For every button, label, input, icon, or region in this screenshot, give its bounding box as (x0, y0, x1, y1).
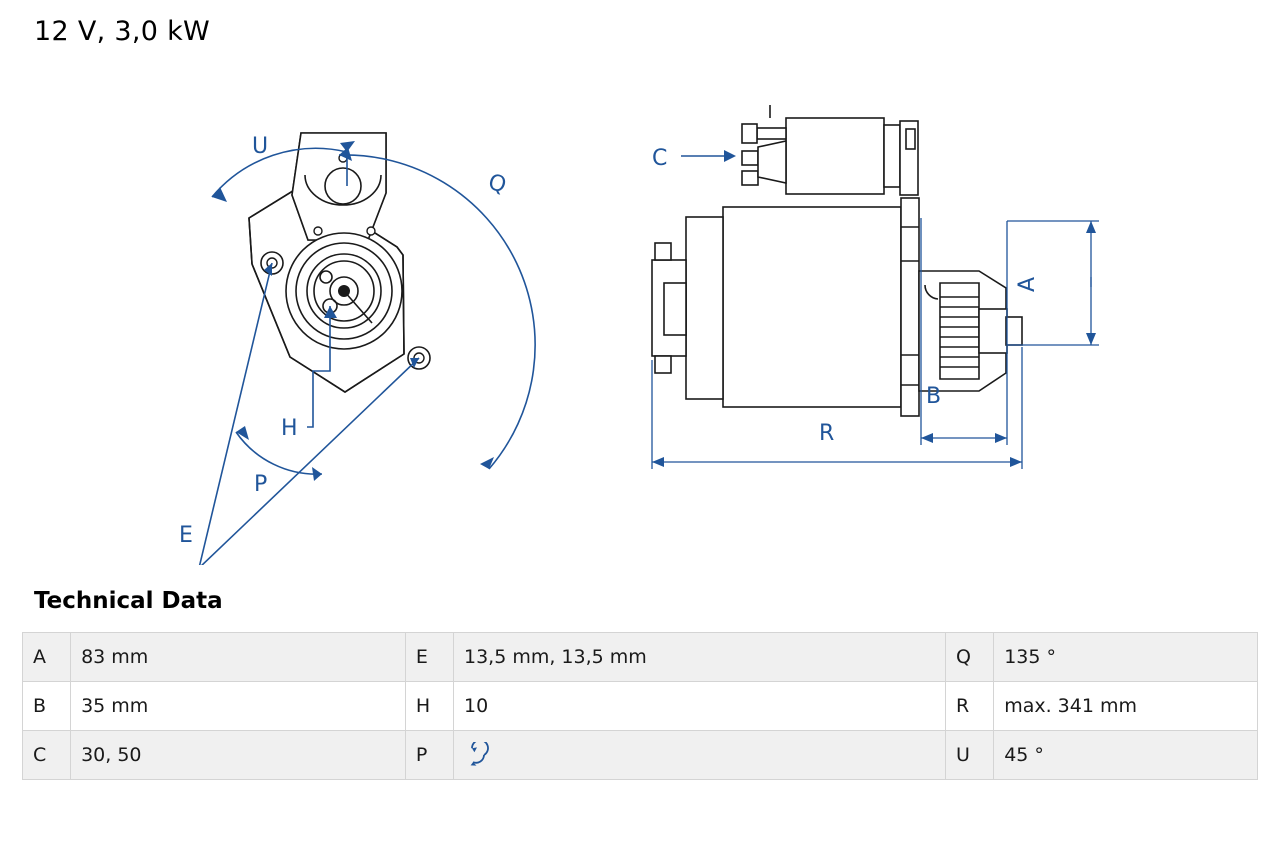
drawing-svg (0, 55, 1280, 565)
rotation-arrow-icon (464, 742, 490, 768)
row-value-u: 45 ° (994, 731, 1258, 780)
row-key-r: R (946, 682, 994, 731)
row-value-e: 13,5 mm, 13,5 mm (453, 633, 945, 682)
solenoid-hole-left (314, 227, 322, 235)
row-key-b: B (23, 682, 71, 731)
row-value-p (453, 731, 945, 780)
label-b: B (926, 384, 942, 409)
row-key-q: Q (946, 633, 994, 682)
row-key-e: E (405, 633, 453, 682)
solenoid-body (742, 105, 918, 195)
table-row (23, 633, 1258, 682)
section-title-technical-data: Technical Data (34, 588, 223, 614)
page-title: 12 V, 3,0 kW (34, 16, 211, 47)
row-value-r: max. 341 mm (994, 682, 1258, 731)
label-c: C (652, 146, 668, 171)
table-row (23, 731, 1258, 780)
row-value-h: 10 (453, 682, 945, 731)
row-key-p: P (405, 731, 453, 780)
label-a: A (1015, 276, 1040, 292)
label-p: P (254, 472, 268, 497)
row-key-u: U (946, 731, 994, 780)
row-key-c: C (23, 731, 71, 780)
row-value-a: 83 mm (71, 633, 406, 682)
solenoid-bore (325, 168, 361, 204)
solenoid-hole-right (367, 227, 375, 235)
front-view-group (179, 133, 535, 565)
technical-drawing (0, 55, 1280, 565)
side-view-group (652, 105, 1099, 469)
row-key-h: H (405, 682, 453, 731)
dimension-p (236, 426, 322, 481)
table-row (23, 682, 1258, 731)
pinion-assembly (286, 233, 402, 349)
label-r: R (819, 421, 835, 446)
technical-data-table (22, 632, 1258, 780)
label-q: Q (485, 169, 509, 199)
dimension-c (681, 150, 736, 162)
row-value-b: 35 mm (71, 682, 406, 731)
label-e: E (179, 523, 193, 548)
motor-housing (652, 198, 919, 416)
label-h: H (281, 416, 298, 441)
row-value-q: 135 ° (994, 633, 1258, 682)
row-key-a: A (23, 633, 71, 682)
label-u: U (252, 134, 269, 159)
row-value-c: 30, 50 (71, 731, 406, 780)
